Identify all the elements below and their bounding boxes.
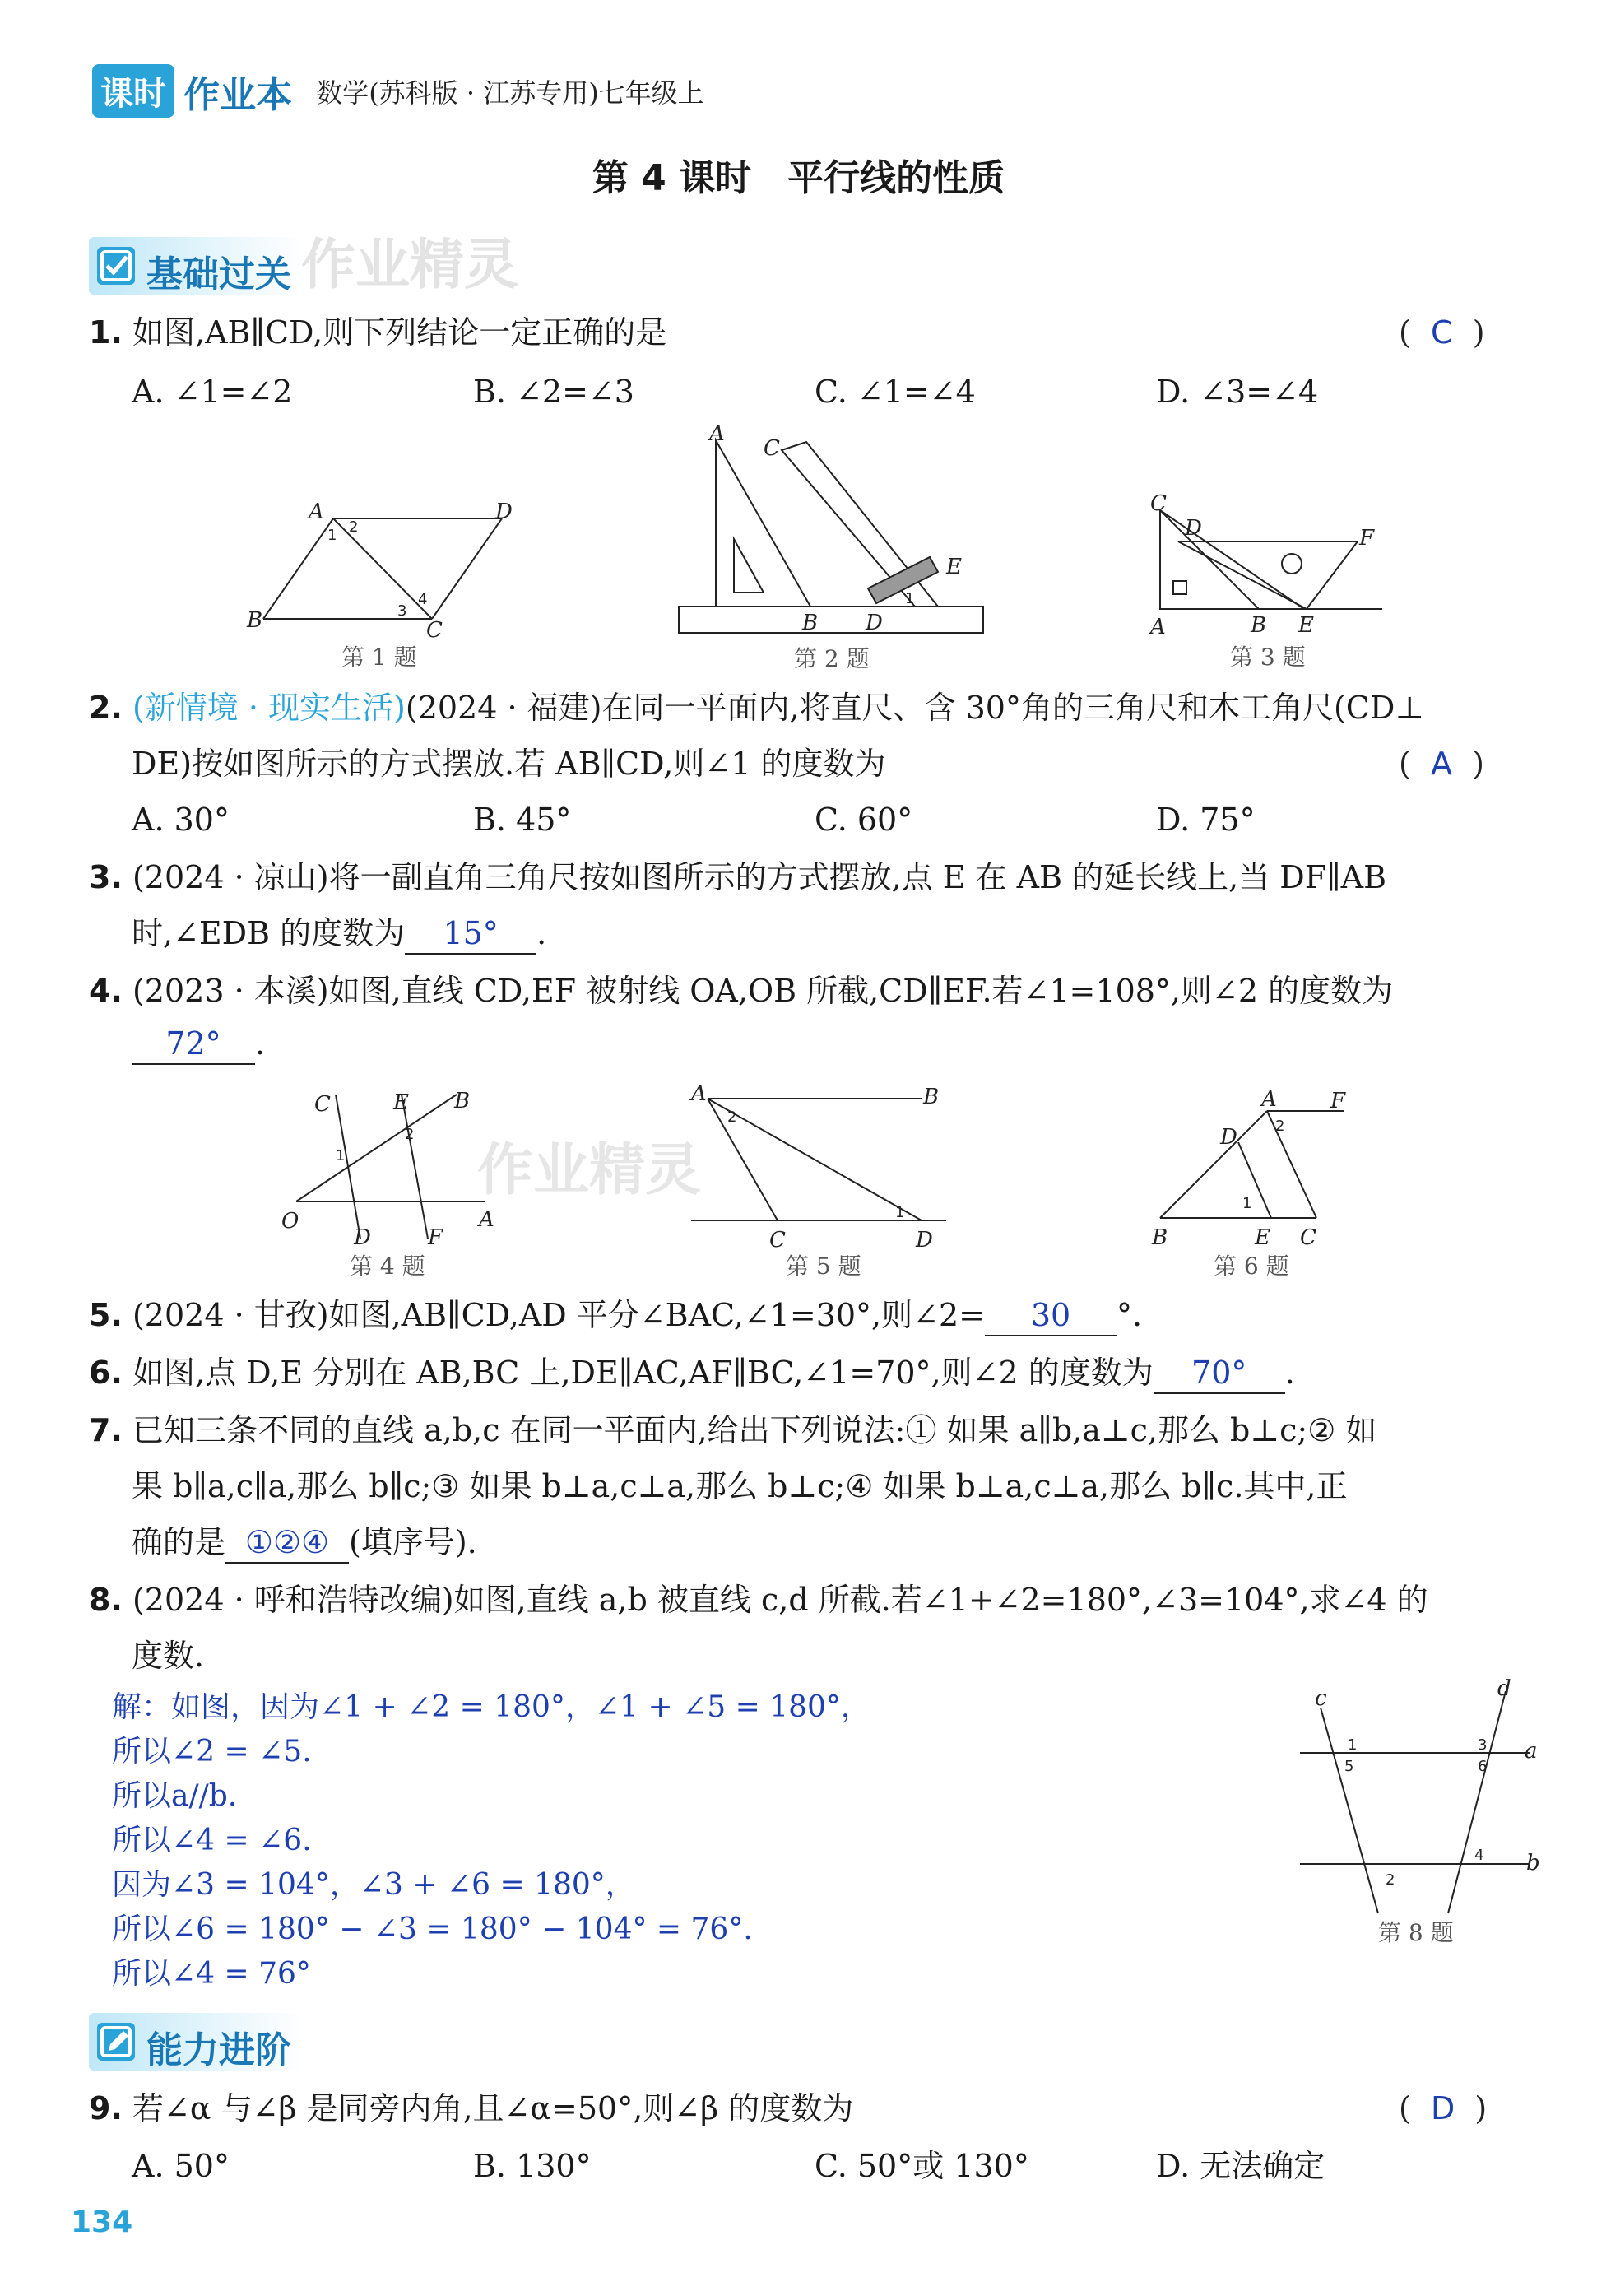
q1-option-a: A. ∠1=∠2 [132, 374, 293, 410]
header [92, 64, 704, 119]
svg-text:B: B [1251, 613, 1267, 638]
svg-text:B: B [247, 608, 263, 633]
q8-solution [112, 1685, 870, 1996]
q2-option-b: B. 45° [473, 802, 572, 838]
figure-8 [1284, 1679, 1555, 1950]
svg-text:a: a [1525, 1739, 1538, 1764]
q4-blank: 72° [132, 1024, 255, 1065]
q6: 6. 如图,点 D,E 分别在 AB,BC 上,DE∥AC,AF∥BC,∠1=70°,则∠2 的度数为 70° . [89, 1353, 1295, 1394]
q2-answer: ( A ) [1399, 746, 1484, 782]
svg-text:1: 1 [1348, 1736, 1358, 1754]
q7-line3: 确的是 ①②④ (填序号). [132, 1522, 477, 1564]
figure-5 [683, 1074, 963, 1284]
q2-line2: DE)按如图所示的方式摆放.若 AB∥CD,则∠1 的度数为 [132, 746, 886, 782]
svg-text:b: b [1526, 1851, 1540, 1875]
svg-text:C: C [1150, 491, 1167, 516]
svg-text:A: A [1261, 1087, 1277, 1112]
svg-text:c: c [1315, 1686, 1327, 1711]
q7-line1: 7. 已知三条不同的直线 a,b,c 在同一平面内,给出下列说法:① 如果 a∥b,a⊥c,那么 b⊥c;② 如 [89, 1412, 1377, 1448]
q1-option-c: C. ∠1=∠4 [815, 374, 976, 410]
q3-line1: 3. (2024 · 凉山)将一副直角三角尺按如图所示的方式摆放,点 E 在 AB 的延长线上,当 DF∥AB [89, 859, 1386, 895]
q7-blank: ①②④ [225, 1522, 349, 1564]
q9-option-d: D. 无法确定 [1156, 2148, 1325, 2184]
q1-option-b: B. ∠2=∠3 [473, 374, 634, 410]
svg-text:1: 1 [895, 1204, 905, 1221]
caption-2: 第 2 题 [794, 645, 870, 672]
svg-text:1: 1 [327, 527, 337, 544]
svg-text:B: B [802, 611, 819, 635]
caption-5: 第 5 题 [786, 1253, 861, 1280]
page-title: 第 4 课时 平行线的性质 [592, 157, 1005, 199]
q8-line2: 度数. [132, 1638, 205, 1674]
q6-blank: 70° [1154, 1353, 1285, 1394]
svg-text:F: F [428, 1225, 443, 1250]
svg-text:1: 1 [1242, 1195, 1252, 1212]
svg-text:D: D [866, 611, 883, 635]
svg-text:B: B [1152, 1225, 1168, 1250]
svg-text:E: E [1298, 613, 1314, 638]
svg-text:D: D [495, 500, 513, 524]
q9-option-a: A. 50° [132, 2148, 230, 2184]
solution-line: 所以∠6 = 180° − ∠3 = 180° − 104° = 76°. [112, 1913, 753, 1946]
q1-stem: 1. 如图,AB∥CD,则下列结论一定正确的是 [89, 314, 667, 351]
logo-mark: 课时 [92, 64, 174, 118]
svg-text:2: 2 [405, 1126, 415, 1143]
q4-line2: 72° . [132, 1024, 265, 1065]
svg-text:5: 5 [1344, 1758, 1354, 1775]
svg-text:B: B [923, 1085, 940, 1109]
svg-text:A: A [479, 1207, 494, 1232]
page-number: 134 [71, 2205, 133, 2239]
svg-text:A: A [691, 1081, 707, 1106]
subject-line: 数学(苏科版 · 江苏专用)七年级上 [316, 77, 704, 109]
svg-text:E: E [946, 555, 962, 579]
svg-text:E: E [393, 1090, 409, 1115]
q7-line2: 果 b∥a,c∥a,那么 b∥c;③ 如果 b⊥a,c⊥a,那么 b⊥c;④ 如果 b⊥a,c⊥a,那么 b∥c.其中,正 [132, 1468, 1348, 1504]
q1-answer: ( C ) [1399, 314, 1485, 351]
watermark-2: 作业精灵 [477, 1138, 702, 1203]
svg-text:d: d [1497, 1679, 1511, 1701]
pencil-icon [97, 2023, 135, 2061]
caption-4: 第 4 题 [350, 1253, 425, 1280]
caption-6: 第 6 题 [1214, 1253, 1289, 1280]
svg-text:C: C [764, 436, 780, 461]
caption-8: 第 8 题 [1378, 1919, 1454, 1946]
svg-text:B: B [454, 1089, 471, 1113]
figure-2 [666, 424, 996, 679]
solution-line: 所以a//b. [112, 1779, 238, 1813]
svg-text:3: 3 [397, 602, 407, 620]
svg-text:D: D [354, 1225, 371, 1250]
svg-text:A: A [709, 424, 725, 446]
q3-line2: 时,∠EDB 的度数为 15° . [132, 913, 546, 955]
svg-text:C: C [426, 618, 443, 643]
svg-text:3: 3 [1478, 1736, 1488, 1754]
q9-stem: 9. 若∠α 与∠β 是同旁内角,且∠α=50°,则∠β 的度数为 [89, 2090, 854, 2126]
q3-blank: 15° [405, 913, 536, 955]
solution-line: 所以∠4 = 76° [112, 1957, 311, 1991]
svg-text:2: 2 [1386, 1871, 1395, 1889]
q4-line1: 4. (2023 · 本溪)如图,直线 CD,EF 被射线 OA,OB 所截,CD∥EF.若∠1=108°,则∠2 的度数为 [89, 973, 1394, 1009]
figure-6 [1140, 1086, 1378, 1284]
svg-text:C: C [1300, 1225, 1316, 1250]
svg-text:2: 2 [727, 1108, 737, 1126]
svg-text:1: 1 [905, 590, 915, 607]
caption-3: 第 3 题 [1230, 644, 1306, 671]
logo-text: 作业本 [183, 73, 293, 116]
svg-text:A: A [309, 500, 324, 524]
q2-line1: 2. (新情境 · 现实生活)(2024 · 福建)在同一平面内,将直尺、含 30°角的三角尺和木工角尺(CD⊥ [89, 690, 1425, 726]
q9-answer: ( D ) [1399, 2090, 1488, 2126]
q2-option-d: D. 75° [1156, 802, 1256, 838]
q5-blank: 30 [985, 1295, 1117, 1336]
svg-text:C: C [769, 1228, 786, 1253]
svg-text:4: 4 [418, 591, 428, 608]
figure-3 [1135, 486, 1399, 675]
svg-text:2: 2 [349, 518, 359, 536]
svg-text:A: A [1150, 615, 1166, 639]
svg-text:D: D [1220, 1125, 1237, 1150]
svg-text:O: O [281, 1209, 299, 1234]
svg-text:2: 2 [1275, 1118, 1285, 1135]
q2-option-a: A. 30° [132, 802, 230, 838]
q9-option-b: B. 130° [473, 2148, 592, 2184]
section-basic [89, 237, 303, 295]
svg-text:6: 6 [1478, 1758, 1488, 1775]
section-advanced [89, 2013, 303, 2071]
solution-line: 所以∠2 = ∠5. [112, 1735, 312, 1768]
check-icon [97, 247, 135, 285]
q8-line1: 8. (2024 · 呼和浩特改编)如图,直线 a,b 被直线 c,d 所截.若∠1+∠2=180°,∠3=104°,求∠4 的 [89, 1582, 1428, 1618]
caption-1: 第 1 题 [341, 644, 417, 671]
svg-text:C: C [314, 1092, 331, 1117]
svg-text:F: F [1359, 526, 1375, 551]
svg-text:F: F [1330, 1089, 1346, 1113]
q9-option-c: C. 50°或 130° [815, 2148, 1029, 2184]
svg-text:1: 1 [336, 1147, 346, 1164]
solution-line: 解：如图，因为∠1 + ∠2 = 180°，∠1 + ∠5 = 180°， [112, 1690, 870, 1724]
solution-line: 因为∠3 = 104°，∠3 + ∠6 = 180°， [112, 1868, 635, 1902]
svg-text:4: 4 [1474, 1847, 1484, 1864]
figure-1 [239, 494, 535, 675]
solution-line: 所以∠4 = ∠6. [112, 1824, 312, 1857]
q5: 5. (2024 · 甘孜)如图,AB∥CD,AD 平分∠BAC,∠1=30°,则∠2= 30 °. [89, 1295, 1142, 1336]
section-basic-label: 基础过关 [146, 253, 291, 295]
section-advanced-label: 能力进阶 [146, 2029, 291, 2071]
watermark: 作业精灵 [301, 233, 518, 296]
q2-option-c: C. 60° [815, 802, 913, 838]
svg-text:E: E [1255, 1225, 1270, 1250]
q1-option-d: D. ∠3=∠4 [1156, 374, 1319, 410]
svg-text:D: D [1185, 516, 1202, 541]
svg-text:D: D [916, 1228, 933, 1253]
